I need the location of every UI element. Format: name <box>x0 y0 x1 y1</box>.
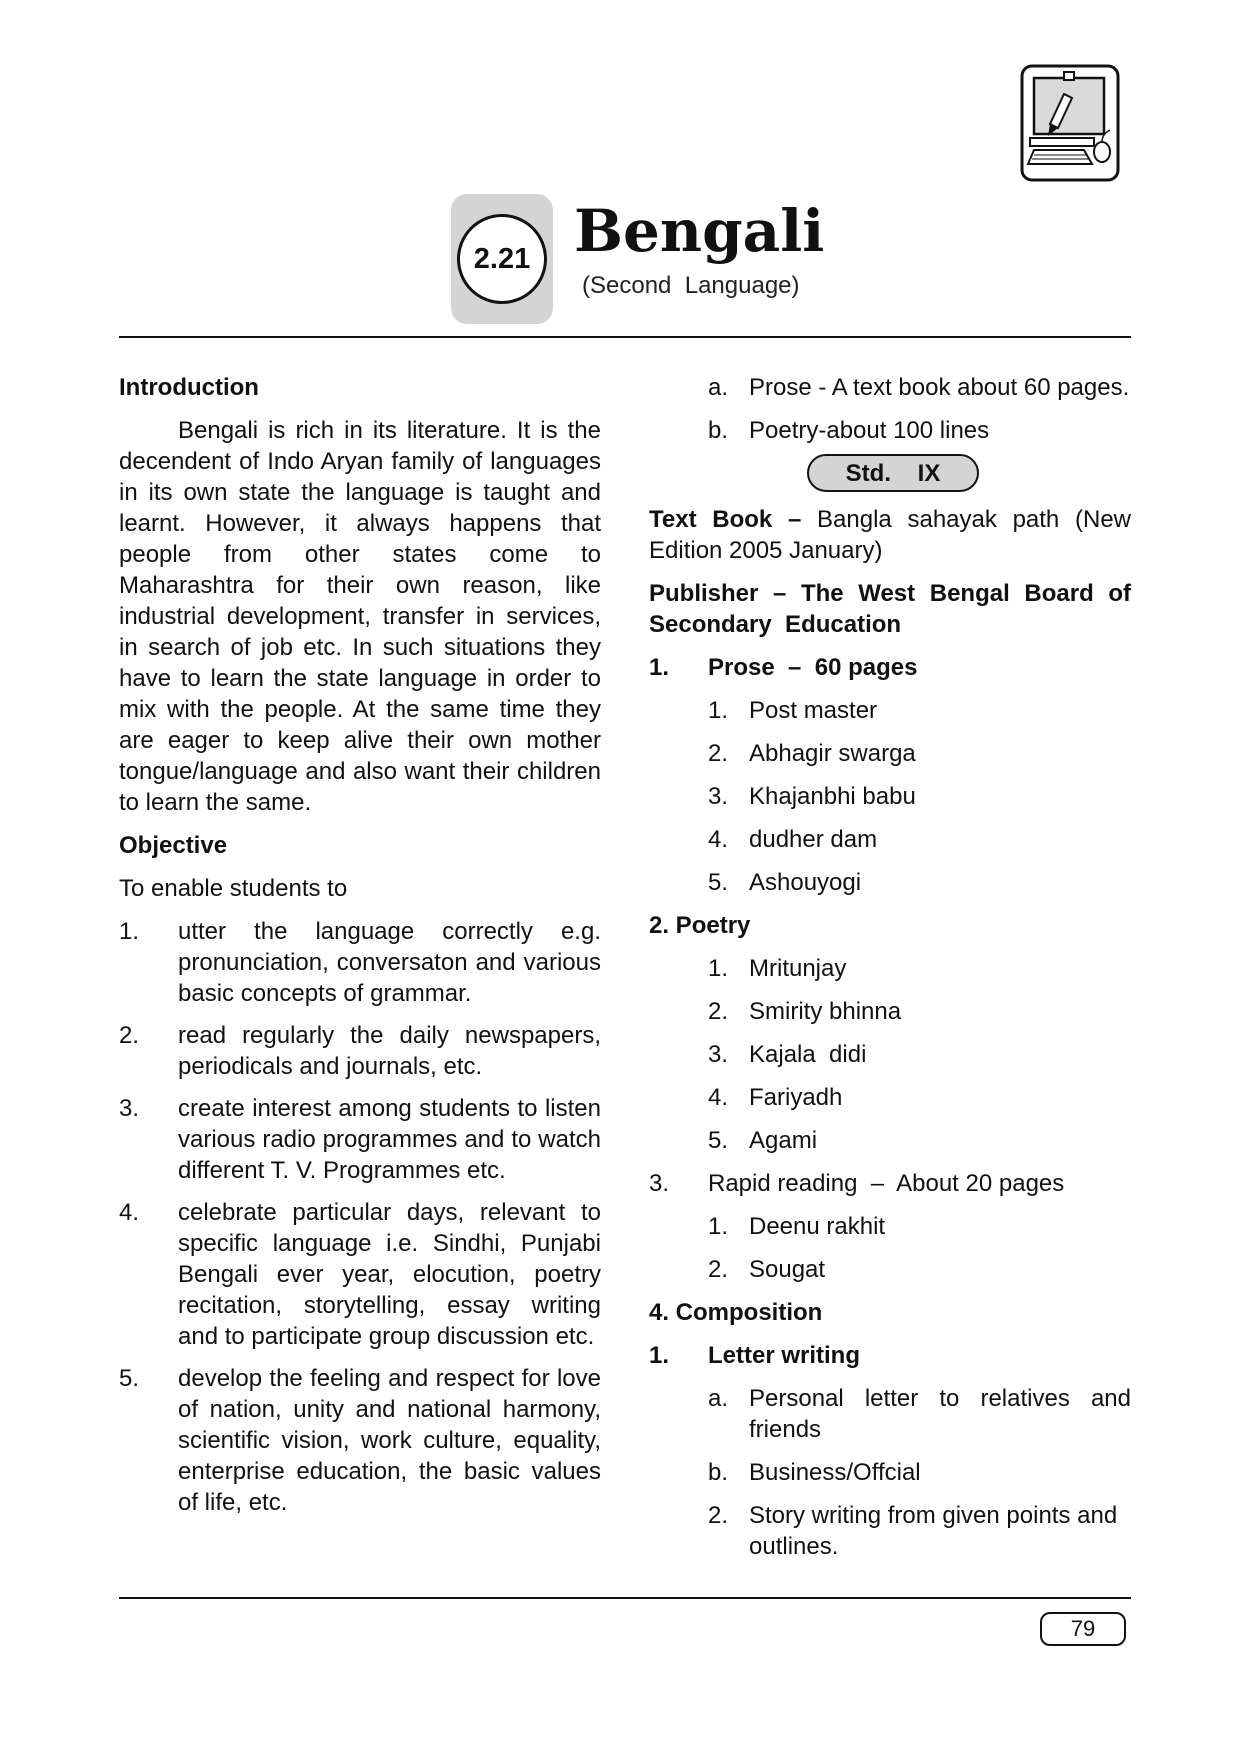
publisher-line: Publisher – The West Bengal Board of Secondary Education <box>649 580 1138 638</box>
item-number: 4. <box>708 1084 729 1111</box>
list-item <box>649 415 1131 446</box>
list-item <box>649 1039 1131 1070</box>
item-text: Sougat <box>749 1256 826 1283</box>
objective-heading: Objective <box>119 832 228 859</box>
introduction-paragraph: Bengali is rich in its literature. It is the decendent of Indo Aryan family of languages in its own state the language is taught and learnt. However, it always happens that people from other states come to Maharashtra for their own reason, like industrial development, transfer in services, in search of job etc. In such situations they have to learn the state language in order to mix with the people. At the same time they are eager to keep alive their own mother tongue/language and also want their children to learn the same. <box>119 417 601 816</box>
item-number: 2. <box>708 998 729 1025</box>
item-number: 3. <box>708 1041 729 1068</box>
list-item <box>119 1363 601 1518</box>
right-column <box>649 372 1138 1574</box>
composition-heading: 4. Composition <box>649 1299 823 1326</box>
list-item <box>649 1254 1131 1285</box>
item-number: 1. <box>649 1342 670 1369</box>
list-item <box>649 1125 1131 1156</box>
item-text: Khajanbhi babu <box>749 783 916 810</box>
left-column <box>119 372 601 1529</box>
item-text: Agami <box>749 1127 818 1154</box>
list-item <box>649 781 1131 812</box>
item-number: 1. <box>708 955 729 982</box>
item-number: 1. <box>649 654 670 681</box>
item-number: 3. <box>119 1095 140 1122</box>
item-text: Deenu rakhit <box>749 1213 886 1240</box>
item-text: utter the language correctly e.g. pronunciation, conversaton and various basic concepts of grammar. <box>178 918 601 1007</box>
textbook-line <box>649 504 1131 566</box>
list-item <box>649 738 1131 769</box>
item-number: b. <box>708 1459 729 1486</box>
textbook-label: Text Book – <box>649 506 802 533</box>
list-item <box>649 1211 1131 1242</box>
item-text: Fariyadh <box>749 1084 843 1111</box>
item-number: 2. <box>119 1022 140 1049</box>
rapid-reading-heading <box>649 1168 1131 1199</box>
item-number: 4. <box>119 1199 140 1226</box>
list-item <box>649 867 1131 898</box>
item-text: Letter writing <box>708 1342 861 1369</box>
poetry-heading: 2. Poetry <box>649 912 751 939</box>
item-number: 1. <box>708 697 729 724</box>
list-item <box>119 1093 601 1186</box>
list-item <box>119 916 601 1009</box>
introduction-heading: Introduction <box>119 374 259 401</box>
list-item <box>649 695 1131 726</box>
item-text: Abhagir swarga <box>749 740 916 767</box>
item-text: Mritunjay <box>749 955 847 982</box>
item-text: dudher dam <box>749 826 878 853</box>
objective-list <box>119 916 601 1518</box>
list-item <box>119 1020 601 1082</box>
computer-icon <box>1020 64 1120 182</box>
list-item <box>649 372 1131 403</box>
item-text: Personal letter to relatives and friends <box>749 1385 1131 1443</box>
list-item <box>649 1082 1131 1113</box>
item-number: a. <box>708 374 729 401</box>
item-text: read regularly the daily newspapers, periodicals and journals, etc. <box>178 1022 601 1080</box>
chapter-number: 2.21 <box>457 214 547 304</box>
item-text: Story writing from given points and outlines. <box>749 1502 1118 1560</box>
item-text: create interest among students to listen various radio programmes and to watch different T. V. Programmes etc. <box>178 1095 601 1184</box>
item-number: 2. <box>708 1502 729 1529</box>
list-item <box>649 1383 1131 1445</box>
standard-label <box>807 454 979 492</box>
list-item <box>649 1457 1131 1488</box>
item-number: 2. <box>708 1256 729 1283</box>
item-number: 5. <box>708 869 729 896</box>
letter-writing-heading <box>649 1340 1131 1371</box>
item-text: Prose – 60 pages <box>708 654 918 681</box>
item-number: 4. <box>708 826 729 853</box>
objective-lead: To enable students to <box>119 875 348 902</box>
prose-heading <box>649 652 1131 683</box>
item-text: celebrate particular days, relevant to specific language i.e. Sindhi, Punjabi Bengali ever year, elocution, poetry recitation, storytelling, essay writing and to participate group discussion etc. <box>178 1199 601 1350</box>
page-title: Bengali <box>574 197 825 265</box>
item-text: Business/Offcial <box>749 1459 921 1486</box>
item-text: Poetry-about 100 lines <box>749 417 990 444</box>
item-text: Prose - A text book about 60 pages. <box>749 374 1130 401</box>
list-item <box>649 1500 1131 1562</box>
item-text: Kajala didi <box>749 1041 867 1068</box>
list-item <box>649 996 1131 1027</box>
item-number: 1. <box>119 918 140 945</box>
item-text: Ashouyogi <box>749 869 862 896</box>
item-number: 5. <box>119 1365 140 1392</box>
item-number: 5. <box>708 1127 729 1154</box>
list-item <box>649 953 1131 984</box>
list-item <box>649 824 1131 855</box>
standard-text: Std. IX <box>845 459 941 487</box>
page-subtitle: (Second Language) <box>582 272 800 299</box>
item-number: a. <box>708 1385 729 1412</box>
chapter-number-badge <box>451 194 553 324</box>
item-number: 1. <box>708 1213 729 1240</box>
item-number: 3. <box>649 1170 670 1197</box>
item-text: Rapid reading – About 20 pages <box>708 1170 1065 1197</box>
item-number: 3. <box>708 783 729 810</box>
item-text: Post master <box>749 697 878 724</box>
item-number: b. <box>708 417 729 444</box>
textbook-value: Bangla sahayak path (New Edition 2005 January) <box>649 506 1131 564</box>
item-number: 2. <box>708 740 729 767</box>
list-item <box>119 1197 601 1352</box>
header-divider <box>119 336 1131 338</box>
item-text: Smirity bhinna <box>749 998 902 1025</box>
item-text: develop the feeling and respect for love of nation, unity and national harmony, scientific vision, work culture, equality, enterprise education, the basic values of life, etc. <box>178 1365 601 1516</box>
footer-divider <box>119 1597 1131 1599</box>
page-number: 79 <box>1040 1612 1126 1646</box>
